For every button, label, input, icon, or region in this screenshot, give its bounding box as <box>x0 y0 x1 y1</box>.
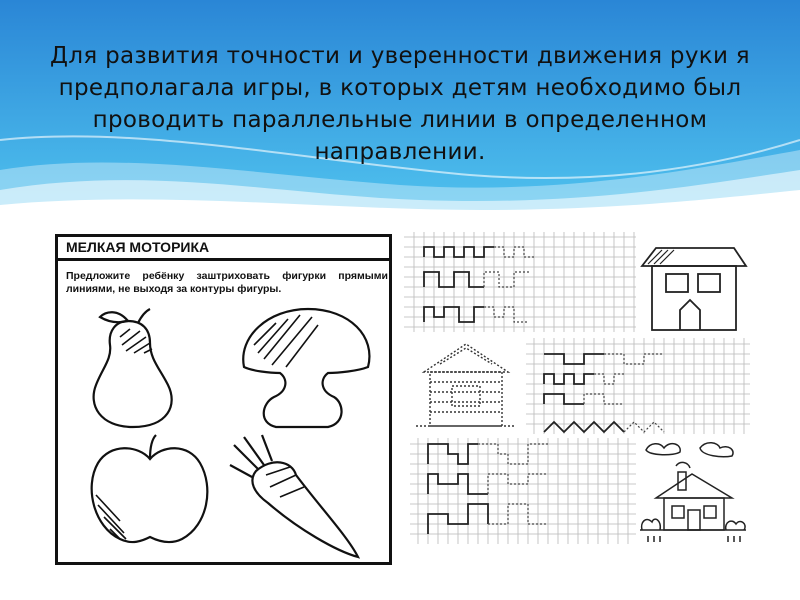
apple-figure <box>92 435 208 542</box>
slide-title: Для развития точности и уверенности движения руки я предполагала игры, в которых детям необходимо был проводить параллельные линии в определенном направлении. <box>50 43 750 165</box>
worksheet-heading: МЕЛКАЯ МОТОРИКА <box>58 237 389 261</box>
carrot-figure <box>230 435 358 557</box>
worksheet-instruction: Предложите ребёнку заштриховать фигурки прямыми линиями, не выходя за контуры фигуры. <box>66 270 388 295</box>
fine-motor-worksheet <box>55 234 392 565</box>
grid-stairs <box>526 338 750 434</box>
house-hatching <box>636 244 750 334</box>
mushroom-figure <box>243 309 369 427</box>
dotted-log-cabin <box>410 338 522 434</box>
pear-figure <box>94 309 172 427</box>
grid-patterns-top <box>404 232 636 332</box>
grid-patterns-bottom <box>410 438 636 544</box>
worksheet-figures <box>58 307 389 562</box>
village-house <box>636 436 750 546</box>
